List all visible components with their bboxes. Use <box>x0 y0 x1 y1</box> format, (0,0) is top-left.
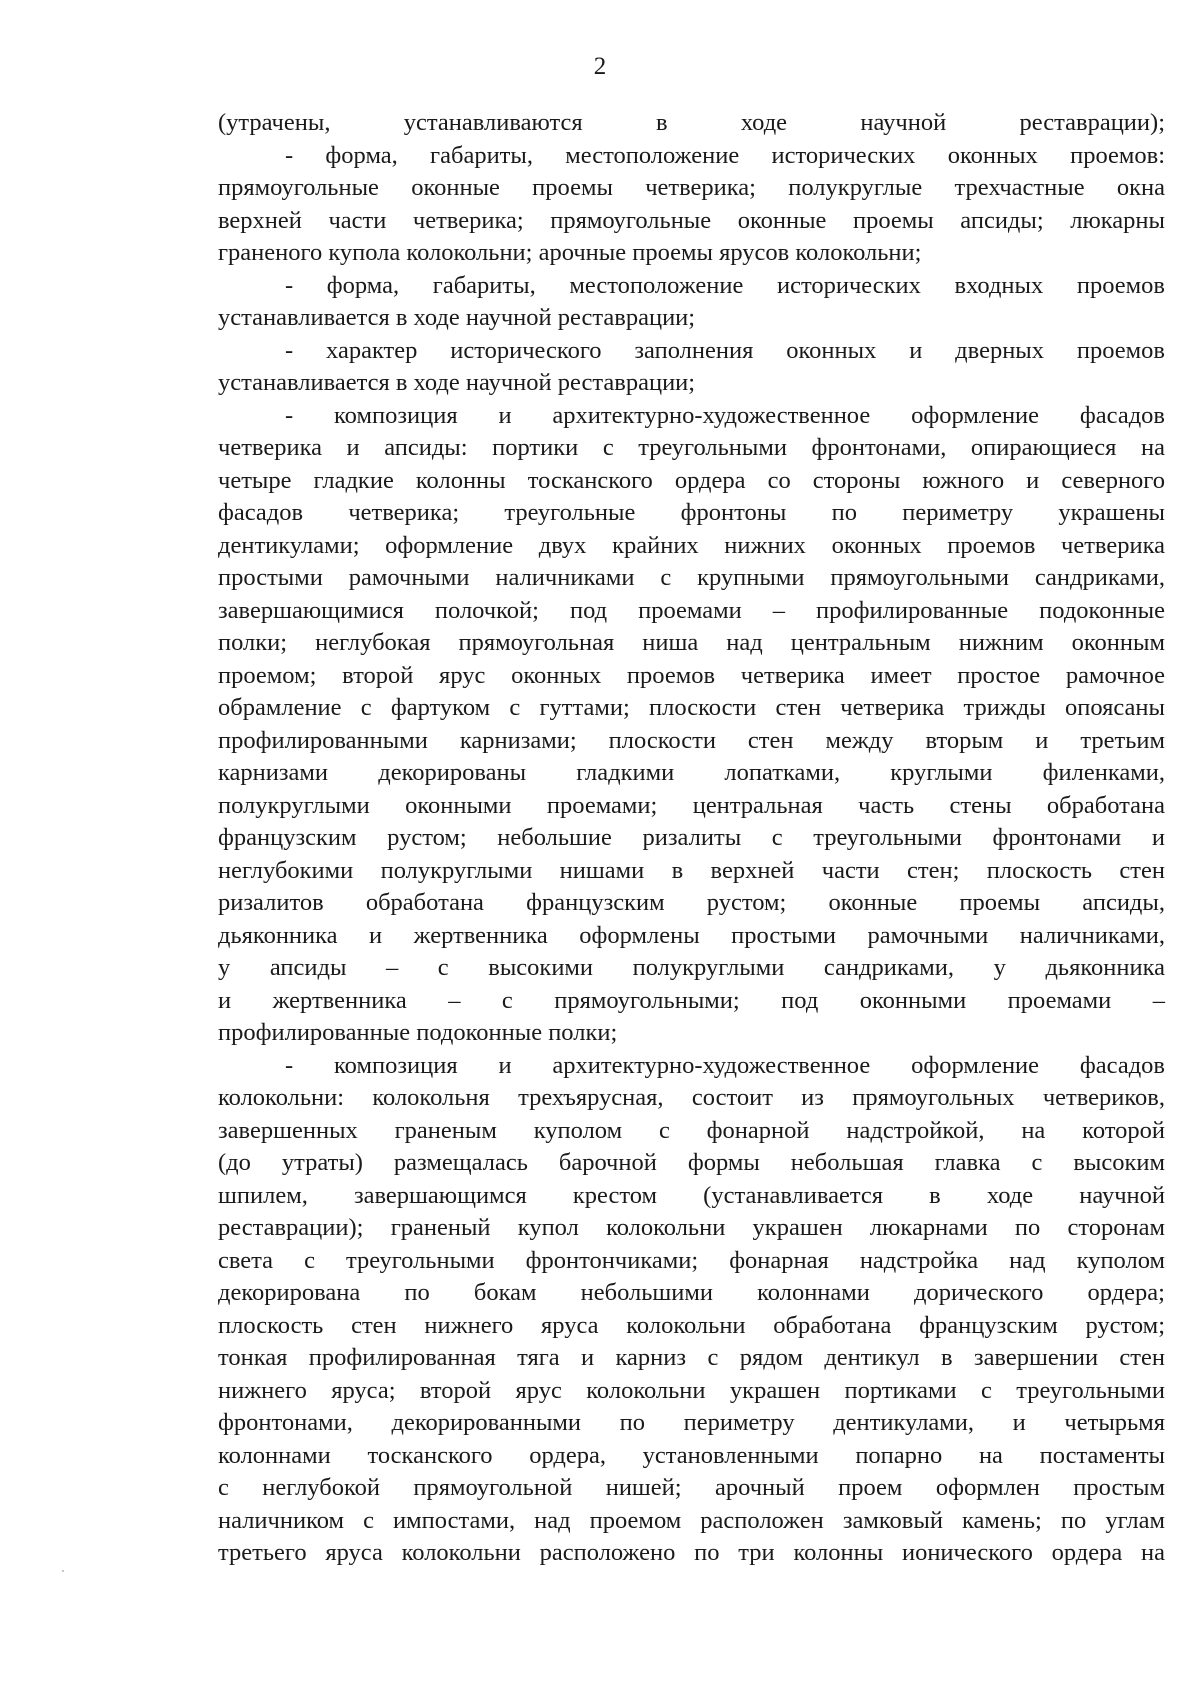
text-line: наличником с импостами, над проемом расположен замковый камень; по углам <box>218 1506 1165 1534</box>
page-number: 2 <box>593 53 607 80</box>
text-line: обрамление с фартуком с гуттами; плоскости стен четверика трижды опоясаны <box>218 694 1165 721</box>
text-line: дентикулами; оформление двух крайних нижних оконных проемов четверика <box>218 531 1165 559</box>
text-line: реставрации); граненый купол колокольни украшен люкарнами по сторонам <box>218 1214 1165 1241</box>
text-line: верхней части четверика; прямоугольные оконные проемы апсиды; люкарны <box>218 206 1165 234</box>
text-line: нижнего яруса; второй ярус колокольни украшен портиками с треугольными <box>218 1376 1165 1404</box>
text-line: (до утраты) размещалась барочной формы небольшая главка с высоким <box>218 1149 1165 1176</box>
text-line: дьяконника и жертвенника оформлены простыми рамочными наличниками, <box>218 921 1165 949</box>
text-line: света с треугольными фронтончиками; фонарная надстройка над куполом <box>218 1246 1165 1274</box>
text-line: проемом; второй ярус оконных проемов четверика имеет простое рамочное <box>218 661 1165 689</box>
text-line: тонкая профилированная тяга и карниз с рядом дентикул в завершении стен <box>218 1344 1165 1371</box>
text-line: (утрачены, устанавливаются в ходе научной реставрации); <box>218 109 1165 136</box>
text-line: и жертвенника – с прямоугольными; под оконными проемами – <box>218 986 1165 1014</box>
text-line: полки; неглубокая прямоугольная ниша над центральным нижним оконным <box>218 629 1165 656</box>
text-line: граненого купола колокольни; арочные проемы ярусов колокольни; <box>218 239 922 266</box>
scan-speck <box>62 1570 64 1572</box>
text-line: декорирована по бокам небольшими колоннами дорического ордера; <box>218 1279 1165 1306</box>
text-line: - форма, габариты, местоположение исторических оконных проемов: <box>285 141 1165 169</box>
text-line: завершенных граненым куполом с фонарной надстройкой, на которой <box>218 1116 1165 1144</box>
text-line: колокольни: колокольня трехъярусная, состоит из прямоугольных четвериков, <box>218 1084 1165 1111</box>
text-line: французским рустом; небольшие ризалиты с треугольными фронтонами и <box>218 824 1165 851</box>
text-line: шпилем, завершающимся крестом (устанавливается в ходе научной <box>218 1181 1165 1209</box>
text-line: карнизами декорированы гладкими лопатками, круглыми филенками, <box>218 759 1165 786</box>
text-line: неглубокими полукруглыми нишами в верхней части стен; плоскость стен <box>218 856 1165 884</box>
text-line: - композиция и архитектурно-художественное оформление фасадов <box>285 401 1165 429</box>
text-line: - форма, габариты, местоположение исторических входных проемов <box>285 271 1165 299</box>
text-line: - характер исторического заполнения оконных и дверных проемов <box>285 336 1165 364</box>
text-line: простыми рамочными наличниками с крупными прямоугольными сандриками, <box>218 564 1165 591</box>
text-line: фасадов четверика; треугольные фронтоны по периметру украшены <box>218 499 1165 526</box>
text-line: полукруглыми оконными проемами; центральная часть стены обработана <box>218 791 1165 819</box>
text-line: четыре гладкие колонны тосканского ордера со стороны южного и северного <box>218 466 1165 494</box>
text-line: профилированными карнизами; плоскости стен между вторым и третьим <box>218 726 1165 754</box>
text-line: прямоугольные оконные проемы четверика; полукруглые трехчастные окна <box>218 174 1165 201</box>
text-line: с неглубокой прямоугольной нишей; арочный проем оформлен простым <box>218 1474 1165 1501</box>
text-line: четверика и апсиды: портики с треугольными фронтонами, опирающиеся на <box>218 434 1165 461</box>
text-line: третьего яруса колокольни расположено по три колонны ионического ордера на <box>218 1539 1165 1566</box>
text-line: фронтонами, декорированными по периметру дентикулами, и четырьмя <box>218 1409 1165 1436</box>
text-line: профилированные подоконные полки; <box>218 1019 618 1046</box>
text-line: у апсиды – с высокими полукруглыми сандриками, у дьяконника <box>218 954 1165 981</box>
text-line: плоскость стен нижнего яруса колокольни обработана французским рустом; <box>218 1311 1165 1339</box>
text-line: завершающимися полочкой; под проемами – профилированные подоконные <box>218 596 1165 624</box>
text-line: колоннами тосканского ордера, установленными попарно на постаменты <box>218 1441 1165 1469</box>
text-line: - композиция и архитектурно-художественное оформление фасадов <box>285 1051 1165 1079</box>
text-line: устанавливается в ходе научной реставрации; <box>218 304 696 331</box>
text-line: ризалитов обработана французским рустом; оконные проемы апсиды, <box>218 889 1165 916</box>
text-line: устанавливается в ходе научной реставрации; <box>218 369 696 396</box>
body-text <box>218 107 1165 1570</box>
